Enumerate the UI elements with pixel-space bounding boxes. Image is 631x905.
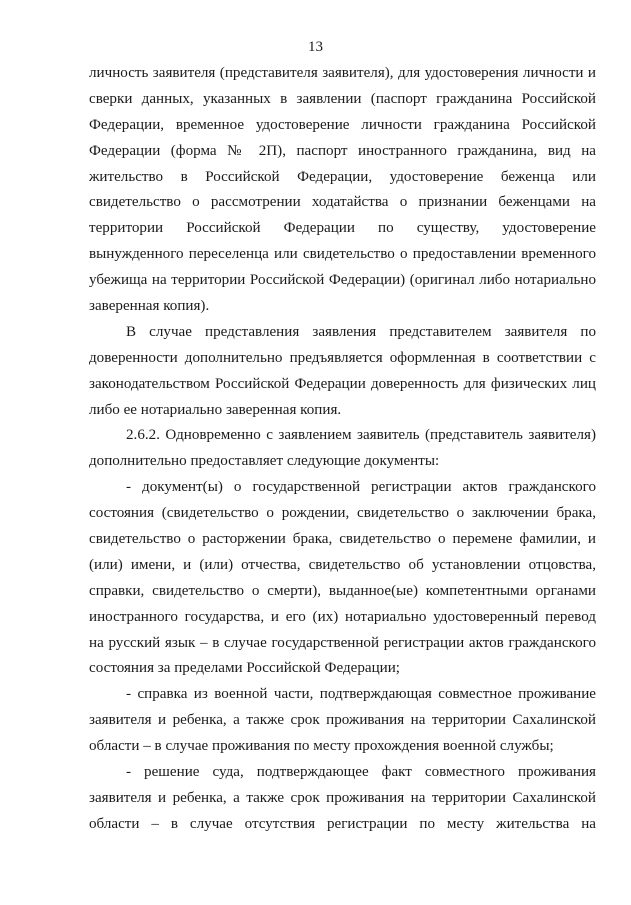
text-line: - решение суда, подтверждающее факт совместного проживания — [126, 764, 596, 781]
text-line: доверенности дополнительно предъявляется оформленная в соответствии с — [89, 349, 596, 366]
text-line: либо ее нотариально заверенная копия. — [89, 401, 342, 418]
text-line: сверки данных, указанных в заявлении (паспорт гражданина Российской — [89, 90, 596, 107]
text-line: области – в случае проживания по месту прохождения военной службы; — [89, 738, 554, 755]
text-line: заявителя и ребенка, а также срок проживания на территории Сахалинской — [89, 712, 596, 729]
text-line: свидетельство о рассмотрении ходатайства о признании беженцами на — [89, 194, 596, 211]
text-line: (или) имени, и (или) отчества, свидетельство об установлении отцовства, — [89, 556, 596, 573]
document-body — [89, 61, 596, 838]
paragraph-representative — [89, 320, 596, 424]
text-line: заверенная копия). — [89, 298, 210, 315]
text-line: территории Российской Федерации по существу, удостоверение — [89, 220, 596, 237]
text-line: справки, свидетельство о смерти), выданное(ые) компетентными органами — [89, 582, 596, 599]
text-line: личность заявителя (представителя заявителя), для удостоверения личности и — [89, 65, 596, 81]
paragraph-identity-documents — [89, 61, 596, 320]
text-line: - документ(ы) о государственной регистрации актов гражданского — [126, 479, 596, 496]
text-line: законодательством Российской Федерации доверенность для физических лиц — [89, 375, 596, 392]
text-line: заявителя и ребенка, а также срок проживания на территории Сахалинской — [89, 789, 596, 806]
text-line: на русский язык – в случае государственной регистрации актов гражданского — [89, 634, 596, 651]
text-line: В случае представления заявления представителем заявителя по — [126, 323, 596, 340]
text-line: свидетельство о расторжении брака, свидетельство о перемене фамилии, и — [89, 531, 596, 548]
paragraph-court-decision — [89, 760, 596, 838]
text-line: иностранного государства, и его (их) нотариально удостоверенный перевод — [89, 608, 596, 625]
text-line: жительство в Российской Федерации, удостоверение беженца или — [89, 168, 596, 185]
text-line: дополнительно предоставляет следующие документы: — [89, 453, 440, 470]
text-line: состояния за пределами Российской Федерации; — [89, 660, 400, 677]
page-number: 13 — [308, 39, 323, 55]
text-line: состояния (свидетельство о рождении, свидетельство о заключении брака, — [89, 505, 596, 522]
text-line: Федерации, временное удостоверение личности гражданина Российской — [89, 116, 596, 133]
paragraph-section-2-6-2 — [89, 423, 596, 475]
text-line: - справка из военной части, подтверждающая совместное проживание — [126, 686, 596, 703]
text-line: вынужденного переселенца или свидетельство о предоставлении временного — [89, 246, 596, 263]
text-line: 2.6.2. Одновременно с заявлением заявитель (представитель заявителя) — [126, 427, 596, 444]
paragraph-civil-status-documents — [89, 475, 596, 682]
text-line: убежища на территории Российской Федерации) (оригинал либо нотариально — [89, 272, 596, 289]
text-line: области – в случае отсутствия регистрации по месту жительства на — [89, 815, 596, 832]
paragraph-military-certificate — [89, 682, 596, 760]
text-line: Федерации (форма № 2П), паспорт иностранного гражданина, вид на — [89, 142, 596, 159]
